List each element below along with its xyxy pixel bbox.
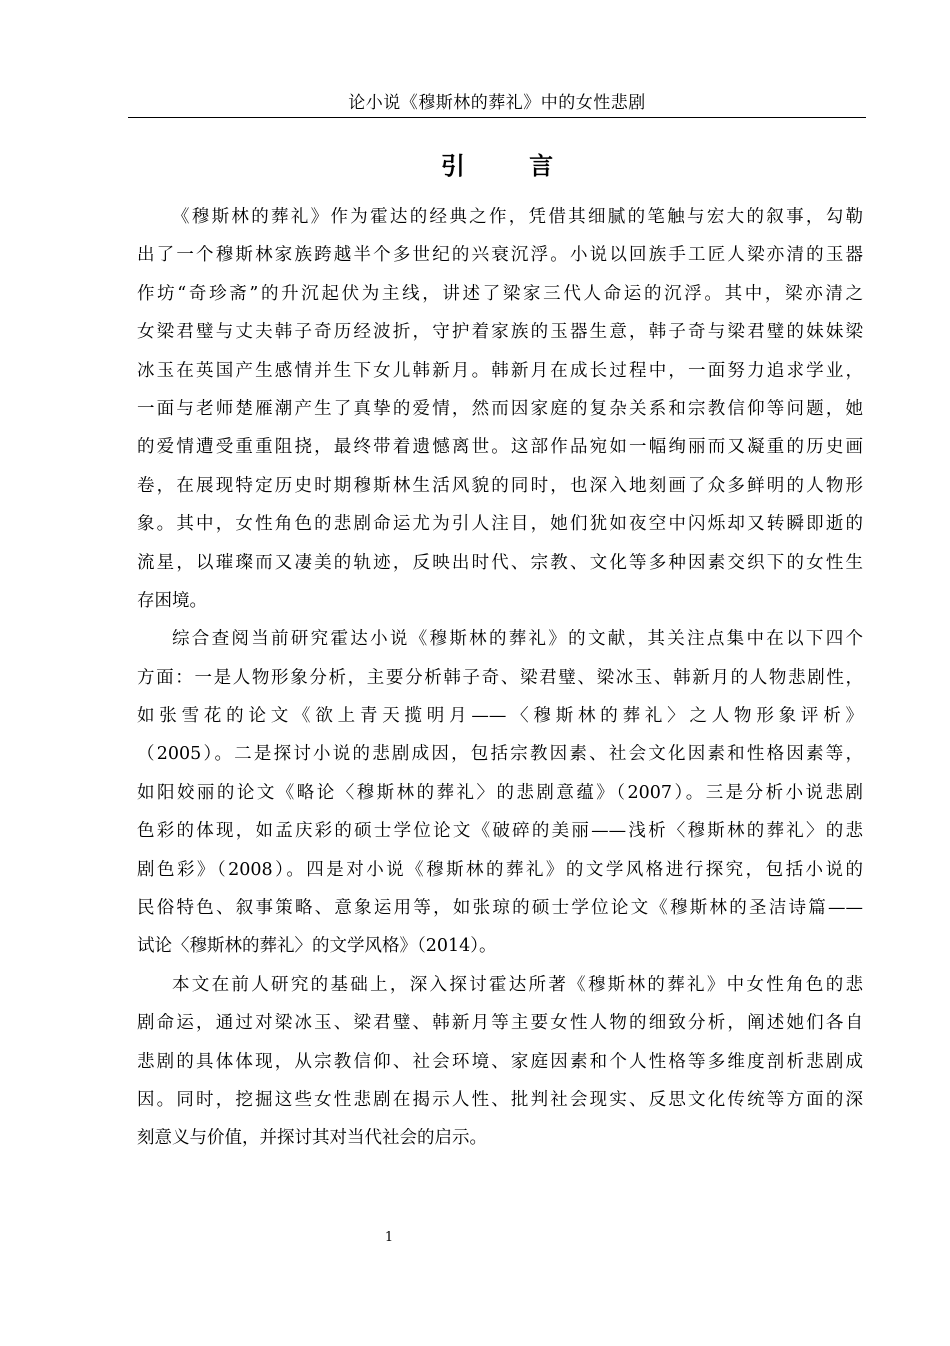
paragraph-line: 试论〈穆斯林的葬礼〉的文学风格》（2014）。 <box>137 936 497 957</box>
paragraph-thesis-purpose <box>137 966 863 1158</box>
paragraph-literature-review <box>137 620 863 966</box>
paragraph-line: 象。其中，女性角色的悲剧命运尤为引人注目，她们犹如夜空中闪烁却又转瞬即逝的 <box>137 514 863 535</box>
paragraph-line: 冰玉在英国产生感情并生下女儿韩新月。韩新月在成长过程中，一面努力追求学业， <box>137 360 863 381</box>
paragraph-line: 存困境。 <box>137 590 207 611</box>
paragraph-line: 悲剧的具体体现，从宗教信仰、社会环境、家庭因素和个人性格等多维度剖析悲剧成 <box>137 1051 863 1072</box>
paragraph-intro-summary <box>137 198 863 620</box>
paragraph-line: 剧命运，通过对梁冰玉、梁君璧、韩新月等主要女性人物的细致分析，阐述她们各自 <box>137 1013 863 1034</box>
paragraph-line: 如张雪花的论文《欲上青天揽明月——〈穆斯林的葬礼〉之人物形象评析》 <box>137 706 863 727</box>
paragraph-line: 色彩的体现，如孟庆彩的硕士学位论文《破碎的美丽——浅析〈穆斯林的葬礼〉的悲 <box>137 821 863 842</box>
paragraph-line: 民俗特色、叙事策略、意象运用等，如张琼的硕士学位论文《穆斯林的圣洁诗篇—— <box>137 898 863 919</box>
paragraph-line: 的爱情遭受重重阻挠，最终带着遗憾离世。这部作品宛如一幅绚丽而又凝重的历史画 <box>137 437 863 458</box>
paragraph-line: 流星，以璀璨而又凄美的轨迹，反映出时代、宗教、文化等多种因素交织下的女性生 <box>137 552 863 573</box>
paragraph-line: 女梁君璧与丈夫韩子奇历经波折，守护着家族的玉器生意，韩子奇与梁君璧的妹妹梁 <box>137 322 863 343</box>
paragraph-line: 一面与老师楚雁潮产生了真挚的爱情，然而因家庭的复杂关系和宗教信仰等问题，她 <box>137 398 863 419</box>
paragraph-line: 出了一个穆斯林家族跨越半个多世纪的兴衰沉浮。小说以回族手工匠人梁亦清的玉器 <box>137 245 863 266</box>
paragraph-line: 如阳姣丽的论文《略论〈穆斯林的葬礼〉的悲剧意蕴》（2007）。三是分析小说悲剧 <box>137 782 863 803</box>
paragraph-line: 综合查阅当前研究霍达小说《穆斯林的葬礼》的文献，其关注点集中在以下四个 <box>172 629 863 650</box>
running-header <box>128 88 866 118</box>
paragraph-line: 作坊“奇珍斋”的升沉起伏为主线，讲述了梁家三代人命运的沉浮。其中，梁亦清之 <box>137 283 863 304</box>
paragraph-line: 卷，在展现特定历史时期穆斯林生活风貌的同时，也深入地刻画了众多鲜明的人物形 <box>137 475 863 496</box>
paragraph-line: 刻意义与价值，并探讨其对当代社会的启示。 <box>137 1128 487 1149</box>
body-text <box>137 198 863 1158</box>
header-rule <box>128 117 866 118</box>
page-number: 1 <box>384 1230 394 1245</box>
paragraph-line: 剧色彩》（2008）。四是对小说《穆斯林的葬礼》的文学风格进行探究，包括小说的 <box>137 859 863 880</box>
running-header-title: 论小说《穆斯林的葬礼》中的女性悲剧 <box>348 93 646 113</box>
paragraph-line: （2005）。二是探讨小说的悲剧成因，包括宗教因素、社会文化因素和性格因素等， <box>137 744 863 765</box>
paragraph-line: 本文在前人研究的基础上，深入探讨霍达所著《穆斯林的葬礼》中女性角色的悲 <box>172 974 863 995</box>
section-title: 引 言 <box>440 151 582 180</box>
paragraph-line: 《穆斯林的葬礼》作为霍达的经典之作，凭借其细腻的笔触与宏大的叙事，勾勒 <box>172 207 863 227</box>
paragraph-line: 因。同时，挖掘这些女性悲剧在揭示人性、批判社会现实、反思文化传统等方面的深 <box>137 1089 863 1110</box>
paragraph-line: 方面：一是人物形象分析，主要分析韩子奇、梁君璧、梁冰玉、韩新月的人物悲剧性， <box>137 667 863 688</box>
